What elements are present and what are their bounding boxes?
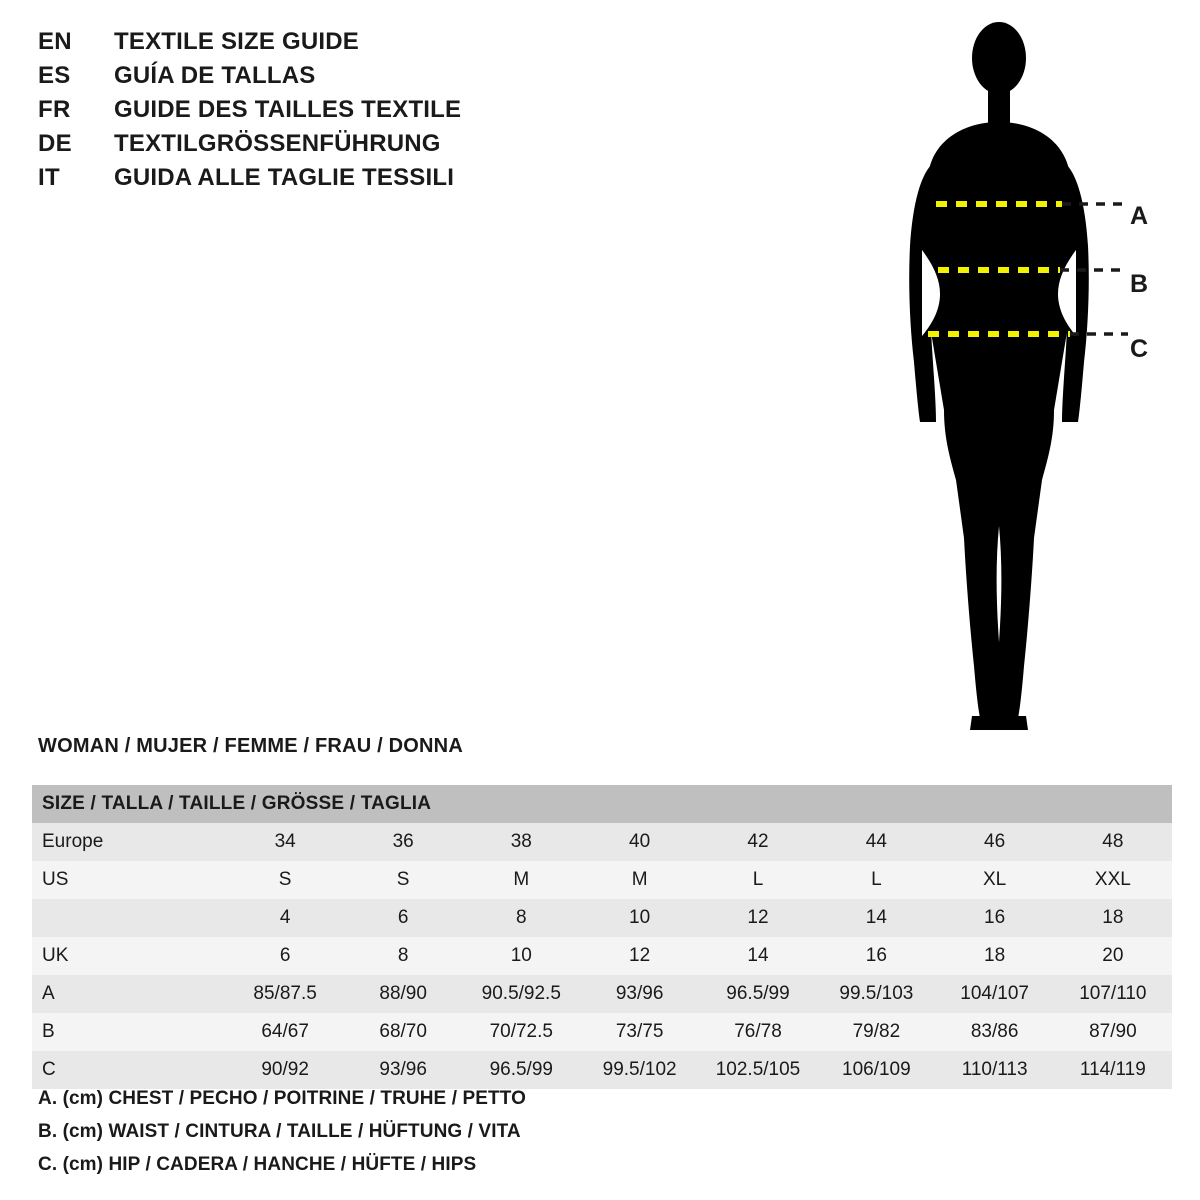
legend-line-a: A. (cm) CHEST / PECHO / POITRINE / TRUHE / PETTO: [38, 1088, 526, 1109]
cell: 14: [865, 907, 887, 928]
cell: 102.5/105: [715, 1059, 801, 1080]
table-head: [32, 785, 1172, 823]
cell: 83/86: [970, 1021, 1019, 1042]
cell: 34: [274, 831, 296, 852]
cell: 73/75: [615, 1021, 664, 1042]
cell: 104/107: [960, 983, 1029, 1004]
language-row: [38, 62, 558, 90]
cell: M: [513, 869, 530, 890]
cell: 18: [984, 945, 1006, 966]
section-title: WOMAN / MUJER / FEMME / FRAU / DONNA: [38, 735, 463, 757]
cell: 93/96: [379, 1059, 427, 1080]
cell: 36: [392, 831, 414, 852]
cell: XL: [983, 869, 1007, 890]
table-row: [32, 975, 1172, 1013]
legend-line-b: B. (cm) WAIST / CINTURA / TAILLE / HÜFTUNG / VITA: [38, 1121, 521, 1142]
cell: 96.5/99: [726, 983, 790, 1004]
table-body: [32, 823, 1172, 1089]
language-title-list: [38, 28, 558, 198]
cell: 96.5/99: [489, 1059, 553, 1080]
language-row: [38, 96, 558, 124]
language-title: GUÍA DE TALLAS: [114, 62, 316, 89]
cell: 70/72.5: [489, 1021, 553, 1042]
cell: 20: [1102, 945, 1124, 966]
language-code: DE: [38, 130, 72, 157]
cell: 6: [397, 907, 409, 928]
cell: 18: [1102, 907, 1124, 928]
cell: 64/67: [261, 1021, 309, 1042]
language-code: FR: [38, 96, 71, 123]
cell: L: [871, 869, 882, 890]
cell: 87/90: [1089, 1021, 1137, 1042]
cell: 90/92: [261, 1059, 309, 1080]
table-row: [32, 823, 1172, 861]
measure-letter-a: A: [1130, 202, 1149, 230]
cell: 48: [1102, 831, 1124, 852]
row-label: Europe: [42, 831, 104, 852]
cell: XXL: [1094, 869, 1131, 890]
row-label: A: [42, 983, 55, 1004]
table-row: [32, 1051, 1172, 1089]
language-title: GUIDE DES TAILLES TEXTILE: [114, 96, 462, 123]
cell: 99.5/102: [602, 1059, 677, 1080]
table-row: [32, 861, 1172, 899]
cell: 10: [629, 907, 651, 928]
cell: 4: [279, 907, 291, 928]
cell: 46: [984, 831, 1006, 852]
language-code: IT: [38, 164, 60, 191]
cell: 16: [865, 945, 887, 966]
cell: 12: [629, 945, 651, 966]
cell: 85/87.5: [253, 983, 317, 1004]
row-label: B: [42, 1021, 55, 1042]
language-row: [38, 130, 558, 158]
row-label: UK: [42, 945, 69, 966]
language-title: TEXTILE SIZE GUIDE: [114, 28, 359, 55]
cell: L: [752, 869, 764, 890]
cell: 10: [510, 945, 532, 966]
table-row: [32, 937, 1172, 975]
language-code: ES: [38, 62, 71, 89]
measure-letter-b: B: [1130, 270, 1149, 298]
woman-silhouette-icon: [909, 22, 1089, 730]
language-title: TEXTILGRÖSSENFÜHRUNG: [114, 130, 441, 157]
language-title: GUIDA ALLE TAGLIE TESSILI: [114, 164, 455, 191]
table-header-label: SIZE / TALLA / TAILLE / GRÖSSE / TAGLIA: [32, 785, 1172, 823]
cell: 12: [747, 907, 769, 928]
cell: 107/110: [1079, 983, 1147, 1004]
legend-line-c: C. (cm) HIP / CADERA / HANCHE / HÜFTE / HIPS: [38, 1154, 477, 1175]
cell: 14: [747, 945, 769, 966]
measurement-legend: [38, 1088, 738, 1187]
cell: 110/113: [961, 1059, 1028, 1080]
cell: 88/90: [379, 983, 427, 1004]
cell: M: [631, 869, 648, 890]
table-row: [32, 899, 1172, 937]
cell: 76/78: [734, 1021, 782, 1042]
language-code: EN: [38, 28, 72, 55]
cell: S: [396, 869, 410, 890]
cell: 68/70: [379, 1021, 427, 1042]
language-row: [38, 28, 558, 56]
cell: 99.5/103: [839, 983, 914, 1004]
cell: 90.5/92.5: [481, 983, 561, 1004]
size-table: [32, 785, 1172, 1089]
cell: 42: [747, 831, 769, 852]
table-header-row: [32, 785, 1172, 823]
cell: 6: [279, 945, 291, 966]
cell: 114/119: [1079, 1059, 1146, 1080]
cell: 93/96: [615, 983, 664, 1004]
cell: 38: [510, 831, 532, 852]
row-label: US: [42, 869, 69, 890]
measure-letter-labels: [1120, 18, 1190, 378]
cell: S: [278, 869, 292, 890]
measure-letter-c: C: [1130, 335, 1149, 363]
cell: 8: [397, 945, 409, 966]
table-row: [32, 1013, 1172, 1051]
cell: 40: [629, 831, 651, 852]
cell: 79/82: [852, 1021, 901, 1042]
cell: 44: [865, 831, 887, 852]
language-row: [38, 164, 558, 192]
row-label: [32, 899, 226, 937]
cell: 8: [515, 907, 527, 928]
row-label: C: [42, 1059, 56, 1080]
cell: 16: [984, 907, 1006, 928]
cell: 106/109: [842, 1059, 911, 1080]
